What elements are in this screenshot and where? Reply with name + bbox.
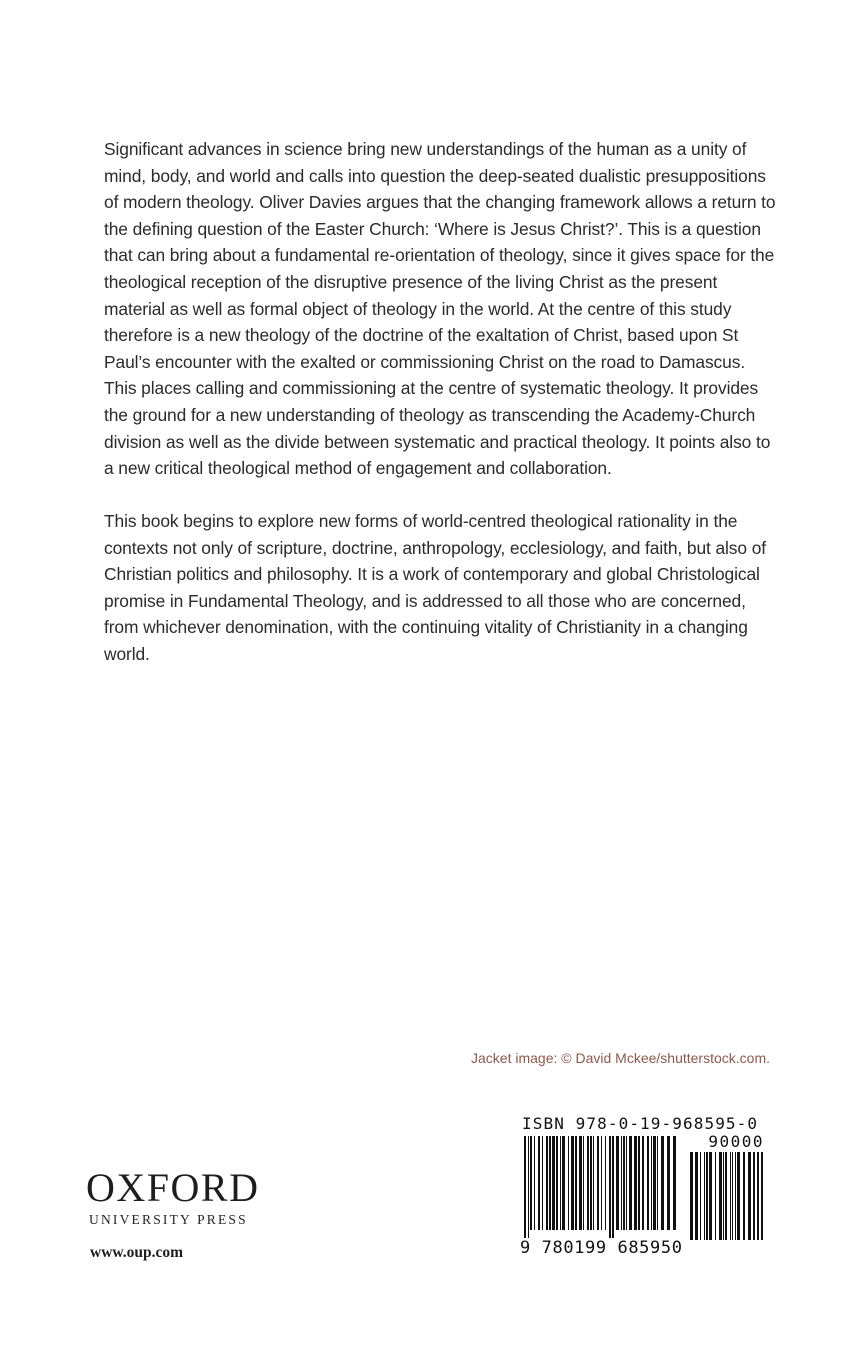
barcode-bar (735, 1152, 736, 1240)
barcode-bar (597, 1136, 599, 1230)
barcode-bar (719, 1152, 722, 1240)
barcode-bar (593, 1136, 594, 1230)
barcode-bar (579, 1136, 582, 1230)
barcode-bar (552, 1136, 555, 1230)
barcode-bar (753, 1152, 755, 1240)
barcode-bar (605, 1136, 606, 1230)
barcode-bar (634, 1136, 637, 1230)
ean-digits: 9 780199 685950 (520, 1238, 683, 1258)
barcode-bar (667, 1136, 670, 1230)
barcode-bar (706, 1152, 708, 1240)
description-paragraph-1: Significant advances in science bring new understandings of the human as a unity of mind, body, and world and calls into question the deep-seated dualistic presuppositions of modern theology. Oliver Davies argues that the changing framework allows a return to the defining question of the Easter Church: ‘Where is Jesus Christ?’. This is a question that can bring about a fundamental re-orientation of theology, since it gives space for the theological reception of the disruptive presence of the living Christ as the present material as well as formal object of theology in the world. At the centre of this study therefore is a new theology of the doctrine of the exaltation of Christ, based upon St Paul’s encounter with the exalted or commissioning Christ on the road to Damascus. This places calling and commissioning at the centre of systematic theology. It provides the ground for a new understanding of theology as transcending the Academy-Church division as well as the divide between systematic and practical theology. It points also to a new critical theological method of engagement and collaboration. (104, 139, 776, 479)
barcode-bar (725, 1152, 727, 1240)
barcode-bar (737, 1152, 740, 1240)
barcode-bar (534, 1136, 535, 1230)
barcode-bar (657, 1136, 658, 1230)
barcode-bar (524, 1136, 526, 1238)
price-code: 90000 (708, 1132, 764, 1151)
description-paragraph-2: This book begins to explore new forms of world-centred theological rationality in the contexts not only of scripture, doctrine, anthropology, ecclesiology, and faith, but also of Christian politics and philosophy. It is a work of contemporary and global Christological promise in Fundamental Theology, and is addressed to all those who are concerned, from whichever denomination, with the continuing vitality of Christianity in a changing world. (104, 511, 767, 664)
barcode-bar (560, 1136, 561, 1230)
isbn-barcode-block (516, 1114, 768, 1264)
barcode-bar (621, 1136, 622, 1230)
barcode-bar (651, 1136, 652, 1230)
barcode-bar (616, 1136, 619, 1230)
barcode-bar (709, 1152, 712, 1240)
barcode-bar (562, 1136, 565, 1230)
barcode-bar (556, 1136, 558, 1230)
barcode-bar (530, 1136, 532, 1230)
barcode-bar (704, 1152, 705, 1240)
barcode-bar (571, 1136, 574, 1230)
publisher-logo (86, 1165, 260, 1228)
barcode-bar (528, 1136, 529, 1238)
barcode-bar (626, 1136, 627, 1230)
barcode-bar (723, 1152, 724, 1240)
barcode-bar (743, 1152, 745, 1240)
barcode-bar (673, 1136, 676, 1230)
barcode-bar (549, 1136, 551, 1230)
publisher-logo-subtitle: UNIVERSITY PRESS (89, 1212, 248, 1227)
barcode-bar (538, 1136, 540, 1230)
barcode-bar (690, 1152, 693, 1240)
barcode-bar (695, 1152, 698, 1240)
barcode-bar (612, 1136, 614, 1238)
barcode-bar (609, 1136, 611, 1238)
barcode-bar (542, 1136, 543, 1230)
barcode-bar (583, 1136, 584, 1230)
barcode-bar (715, 1152, 716, 1240)
barcode-bar (761, 1152, 763, 1240)
barcode-bar (546, 1136, 548, 1230)
barcode-bar (661, 1136, 664, 1230)
barcode-bar (732, 1152, 733, 1240)
publisher-logo-name: OXFORD (86, 1165, 260, 1210)
publisher-website: www.oup.com (90, 1244, 184, 1261)
barcode-bar (700, 1152, 701, 1240)
main-barcode-bars (524, 1136, 676, 1238)
barcode-bar (590, 1136, 592, 1230)
barcode-bar (653, 1136, 656, 1230)
addon-barcode-bars (690, 1152, 763, 1240)
barcode-bar (629, 1136, 632, 1230)
barcode-bar (757, 1152, 759, 1240)
barcode-bar (601, 1136, 602, 1230)
barcode-bar (638, 1136, 640, 1230)
barcode-bar (730, 1152, 731, 1240)
barcode-bar (587, 1136, 589, 1230)
jacket-image-credit: Jacket image: © David Mckee/shutterstock.com. (471, 1050, 770, 1066)
barcode-bar (568, 1136, 569, 1230)
barcode-bar (623, 1136, 625, 1230)
isbn-label: ISBN 978-0-19-968595-0 (522, 1114, 759, 1133)
barcode-bar (575, 1136, 577, 1230)
barcode-bar (647, 1136, 649, 1230)
barcode-bar (642, 1136, 644, 1230)
barcode-bar (748, 1152, 751, 1240)
